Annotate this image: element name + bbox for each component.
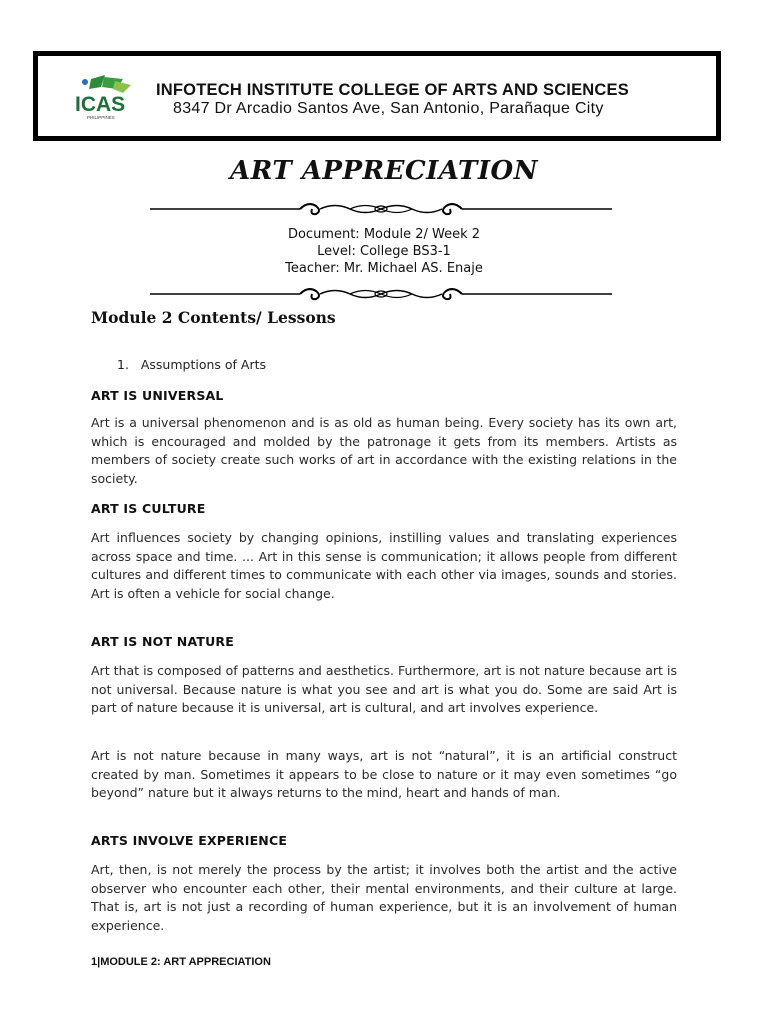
section-heading: ARTS INVOLVE EXPERIENCE [91,833,288,848]
list-item-number: 1. [117,357,129,372]
section-paragraph: Art is a universal phenomenon and is as old as human being. Every society has its own art, which is encouraged and molded by the patronage it gets from its members. Artists as members of society create such works of art in accordance with the existing relations in the society. [91,415,677,487]
level-line: Level: College BS3-1 [317,244,451,259]
ornamental-divider-bottom [150,285,612,303]
school-address: 8347 Dr Arcadio Santos Ave, San Antonio, Parañaque City [173,100,604,117]
section-heading: ART IS NOT NATURE [91,634,234,649]
page-footer: 1|MODULE 2: ART APPRECIATION [91,956,271,968]
document-line: Document: Module 2/ Week 2 [287,227,481,242]
section-paragraph: Art influences society by changing opinions, instilling values and translating experiences across space and time. ... Art in this sense is communication; it allows people from different cultures and different times to communicate with each other via images, sounds and stories. Art is often a vehicle for social change. [91,530,677,602]
ornamental-divider-top [150,200,612,218]
section-heading: ART IS UNIVERSAL [91,388,224,403]
list-item-text: Assumptions of Arts [140,357,267,372]
school-name: INFOTECH INSTITUTE COLLEGE OF ARTS AND SCIENCES [156,81,629,99]
section-paragraph: Art, then, is not merely the process by the artist; it involves both the artist and the active observer who encounter each other, their mental environments, and their culture at large. That is, art is not just a recording of human experience, but it is an involvement of human experience. [91,862,677,934]
school-header [33,51,721,141]
section-paragraph: Art that is composed of patterns and aesthetics. Furthermore, art is not nature because art is not universal. Because nature is what you see and art is what you do. Some are said Art is part of nature because it is universal, art is cultural, and art involves experience. [91,663,677,716]
teacher-line: Teacher: Mr. Michael AS. Enaje [285,261,483,276]
school-logo [71,73,137,121]
section-heading: ART IS CULTURE [91,501,206,516]
document-title: ART APPRECIATION [230,156,538,186]
list-item [117,357,266,372]
logo-text: ICAS [75,93,126,116]
logo-subtext: PHILIPPINES [87,115,115,120]
section-paragraph: Art is not nature because in many ways, art is not “natural”, it is an artificial construct created by man. Sometimes it appears to be close to nature or it may even sometimes “go beyond” nature but it always returns to the mind, heart and hands of man. [91,748,677,801]
contents-title: Module 2 Contents/ Lessons [91,308,336,327]
